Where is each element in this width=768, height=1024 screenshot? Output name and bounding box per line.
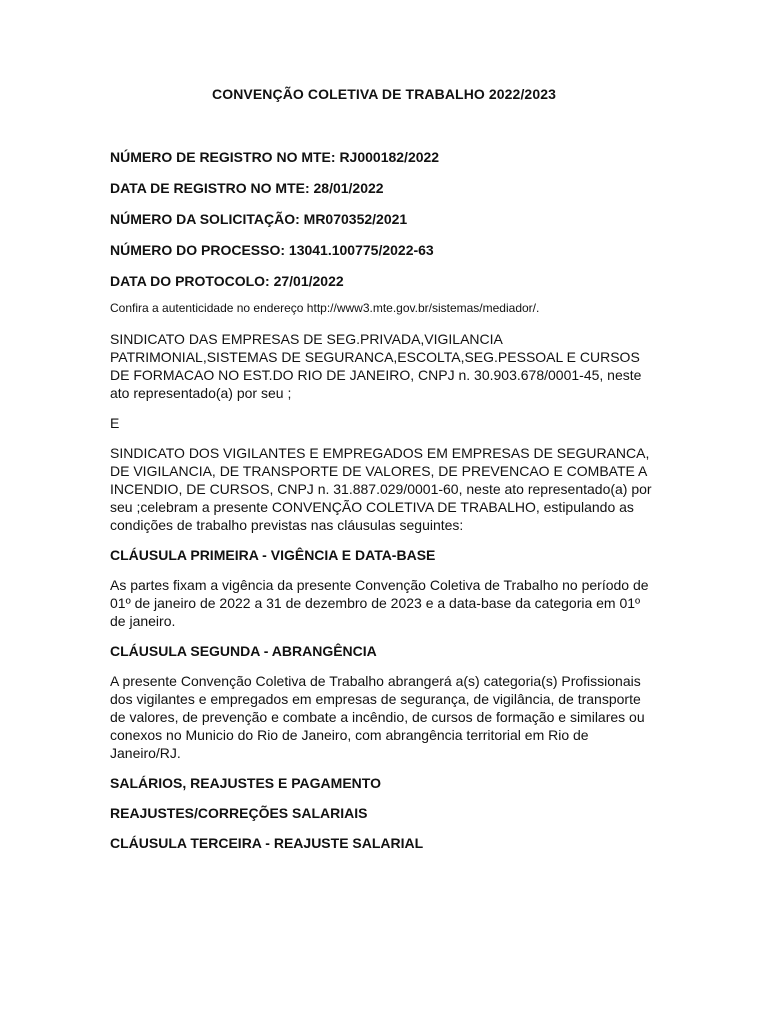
- clause-one-heading: CLÁUSULA PRIMEIRA - VIGÊNCIA E DATA-BASE: [110, 547, 436, 563]
- protocol-date: DATA DO PROTOCOLO: 27/01/2022: [110, 273, 344, 289]
- clause-three-heading: CLÁUSULA TERCEIRA - REAJUSTE SALARIAL: [110, 835, 424, 851]
- authenticity-note: Confira a autenticidade no endereço http://www3.mte.gov.br/sistemas/mediador/.: [110, 301, 540, 315]
- registration-date: DATA DE REGISTRO NO MTE: 28/01/2022: [110, 180, 384, 196]
- document-title: CONVENÇÃO COLETIVA DE TRABALHO 2022/2023: [212, 86, 556, 102]
- conjunction-text: E: [110, 415, 120, 431]
- clause-one-text: As partes fixam a vigência da presente Convenção Coletiva de Trabalho no período de 01º de janeiro de 2022 a 31 de dezembro de 2023 e a data-base da categoria em 01º de janeiro.: [110, 577, 649, 629]
- section-heading: SALÁRIOS, REAJUSTES E PAGAMENTO: [110, 775, 381, 791]
- clause-two-heading: CLÁUSULA SEGUNDA - ABRANGÊNCIA: [110, 643, 377, 659]
- process-number: NÚMERO DO PROCESSO: 13041.100775/2022-63: [110, 242, 434, 258]
- party-two-paragraph: SINDICATO DOS VIGILANTES E EMPREGADOS EM EMPRESAS DE SEGURANCA, DE VIGILANCIA, DE TRANSPORTE DE VALORES, DE PREVENCAO E COMBATE A INCENDIO, DE CURSOS, CNPJ n. 31.887.029/0001-60, neste ato representado(a) por seu ;celebram a presente CONVENÇÃO COLETIVA DE TRABALHO, estipulando as condições de trabalho previstas nas cláusulas seguintes:: [110, 445, 652, 533]
- clause-two-text: A presente Convenção Coletiva de Trabalho abrangerá a(s) categoria(s) Profissionais dos vigilantes e empregados em empresas de segurança, de vigilância, de transporte de valores, de prevenção e combate a incêndio, de cursos de formação e similares ou conexos no Municio do Rio de Janeiro, com abrangência territorial em Rio de Janeiro/RJ.: [110, 673, 645, 761]
- registration-number: NÚMERO DE REGISTRO NO MTE: RJ000182/2022: [110, 149, 440, 165]
- party-one-paragraph: SINDICATO DAS EMPRESAS DE SEG.PRIVADA,VIGILANCIA PATRIMONIAL,SISTEMAS DE SEGURANCA,ESCOLTA,SEG.PESSOAL E CURSOS DE FORMACAO NO EST.DO RIO DE JANEIRO, CNPJ n. 30.903.678/0001-45, neste ato representado(a) por seu ;: [110, 331, 642, 401]
- request-number: NÚMERO DA SOLICITAÇÃO: MR070352/2021: [110, 211, 408, 227]
- document-body: [110, 148, 658, 864]
- subsection-heading: REAJUSTES/CORREÇÕES SALARIAIS: [110, 805, 368, 821]
